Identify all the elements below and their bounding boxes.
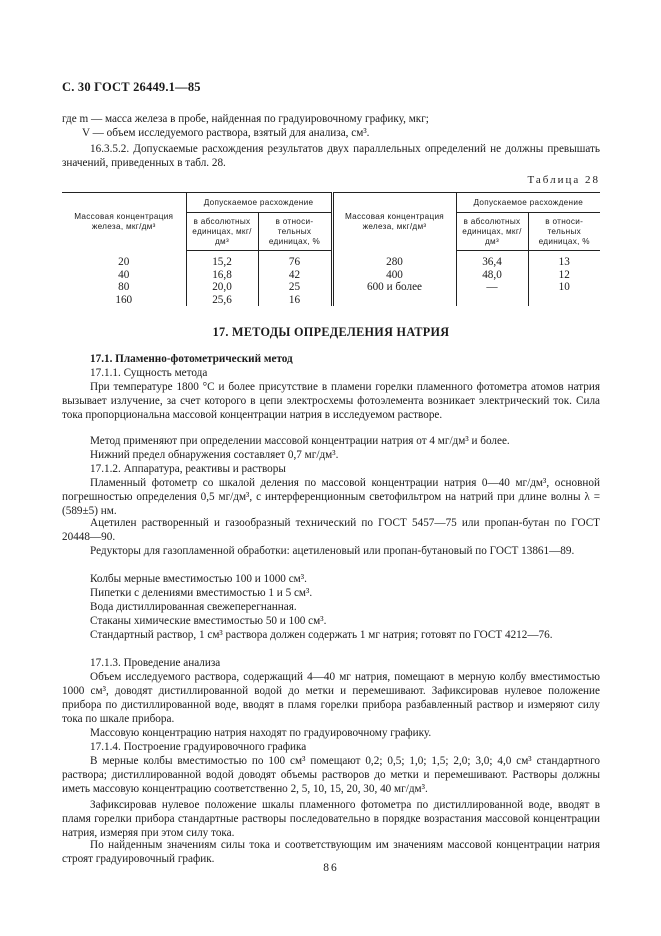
paragraph-photometer: Пламенный фотометр со шкалой деления по массовой концентрации натрия 0—40 мг/дм³, основной погрешностью определения 0,5 мг/дм³, с интерференционным светофильтром на натрий при длине волны λ = (589±5) нм. — [62, 477, 600, 517]
table-header-absolute: в абсолютных единицах, мкг/дм³ — [186, 213, 258, 251]
subsection-17-1-3: 17.1.3. Проведение анализа — [90, 657, 221, 669]
paragraph-essence: При температуре 1800 °С и более присутствие в пламени горелки пламенного фотометра атомов натрия вызывает излучение, за счет которого в цепи электросхемы фотоэлемента возникает электрический ток. Сила тока пропорциональна массовой концентрации натрия в исследуемом растворе. — [62, 381, 600, 421]
section-title: 17. МЕТОДЫ ОПРЕДЕЛЕНИЯ НАТРИЯ — [212, 325, 450, 339]
table-caption: Таблица 28 — [527, 174, 600, 186]
definition-m: где m — масса железа в пробе, найденная по градуировочному графику, мкг; — [62, 113, 429, 125]
paragraph-analysis: Объем исследуемого раствора, содержащий 4—40 мг натрия, помещают в мерную колбу вместимостью 1000 см³, доводят дистиллированной водой до метки и перемешивают. Зафиксировав нулевое положение прибора по дистиллированной воде, вводят в пламя горелки прибора разбавленный раствор и измеряют силу тока по шкале прибора. — [62, 671, 600, 725]
paragraph-flasks: Колбы мерные вместимостью 100 и 1000 см³. — [90, 573, 307, 585]
page-number: 86 — [323, 862, 339, 874]
paragraph-calibration-3: По найденным значениям силы тока и соответствующим им значениям массовой концентрации натрия строят градуировочный график. — [62, 839, 600, 865]
table-row: 20 15,2 76 280 36,4 13 — [62, 251, 600, 269]
table-header-relative: в относи-тельных единицах, % — [258, 213, 332, 251]
paragraph-standard: Стандартный раствор, 1 см³ раствора должен содержать 1 мг натрия; готовят по ГОСТ 4212—76. — [90, 629, 553, 641]
table-row: 40 16,8 42 400 48,0 12 — [62, 269, 600, 282]
paragraph-method: Метод применяют при определении массовой концентрации натрия от 4 мг/дм³ и более. — [90, 435, 510, 447]
paragraph-limit: Нижний предел обнаружения составляет 0,7 мг/дм³. — [90, 449, 339, 461]
table-header-relative: в относи-тельных единицах, % — [528, 213, 600, 251]
paragraph-mass-concentration: Массовую концентрацию натрия находят по градуировочному графику. — [90, 727, 432, 739]
paragraph-pipettes: Пипетки с делениями вместимостью 1 и 5 см³. — [90, 587, 313, 599]
subsection-17-1-2: 17.1.2. Аппаратура, реактивы и растворы — [90, 463, 286, 475]
table-row: 160 25,6 16 — [62, 294, 600, 307]
page-header: С. 30 ГОСТ 26449.1—85 — [62, 80, 201, 94]
paragraph-beakers: Стаканы химические вместимостью 50 и 100 см³. — [90, 615, 327, 627]
paragraph-water: Вода дистиллированная свежеперегнанная. — [90, 601, 297, 613]
table-header-concentration: Массовая концентрация железа, мкг/дм³ — [62, 193, 186, 251]
table-header-group: Допускаемое расхождение — [456, 193, 600, 213]
table-28 — [62, 192, 600, 306]
subsection-17-1: 17.1. Пламенно-фотометрический метод — [90, 353, 293, 365]
paragraph-calibration-1: В мерные колбы вместимостью по 100 см³ помещают 0,2; 0,5; 1,0; 1,5; 2,0; 3,0; 4,0 см³ стандартного раствора; дистиллированной водой доводят объемы растворов до метки и перемешивают. Растворы должны иметь массовую концентрацию соответственно 2, 5, 10, 15, 20, 30, 40 мг/дм³. — [62, 755, 600, 795]
subsection-17-1-1: 17.1.1. Сущность метода — [90, 367, 208, 379]
paragraph-reducers: Редукторы для газопламенной обработки: ацетиленовый или пропан-бутановый по ГОСТ 13861—89. — [90, 545, 575, 557]
table-header-absolute: в абсолютных единицах, мкг/дм³ — [456, 213, 528, 251]
paragraph-acetylene: Ацетилен растворенный и газообразный технический по ГОСТ 5457—75 или пропан-бутан по ГОСТ 20448—90. — [62, 517, 600, 543]
table-header-concentration: Массовая концентрация железа, мкг/дм³ — [332, 193, 456, 251]
table-row: 80 20,0 25 600 и более — 10 — [62, 281, 600, 294]
paragraph-16-3-5-2: 16.3.5.2. Допускаемые расхождения результатов двух параллельных определений не должны превышать значений, приведенных в табл. 28. — [62, 143, 600, 169]
definition-v: V — объем исследуемого раствора, взятый для анализа, см³. — [82, 127, 370, 139]
subsection-17-1-4: 17.1.4. Построение градуировочного графика — [90, 741, 307, 753]
table-header-group: Допускаемое расхождение — [186, 193, 332, 213]
paragraph-calibration-2: Зафиксировав нулевое положение шкалы пламенного фотометра по дистиллированной воде, вводят в пламя горелки прибора стандартные растворы последовательно в порядке возрастания массовой концентрации натрия, измеряя при этом силу тока. — [62, 799, 600, 839]
